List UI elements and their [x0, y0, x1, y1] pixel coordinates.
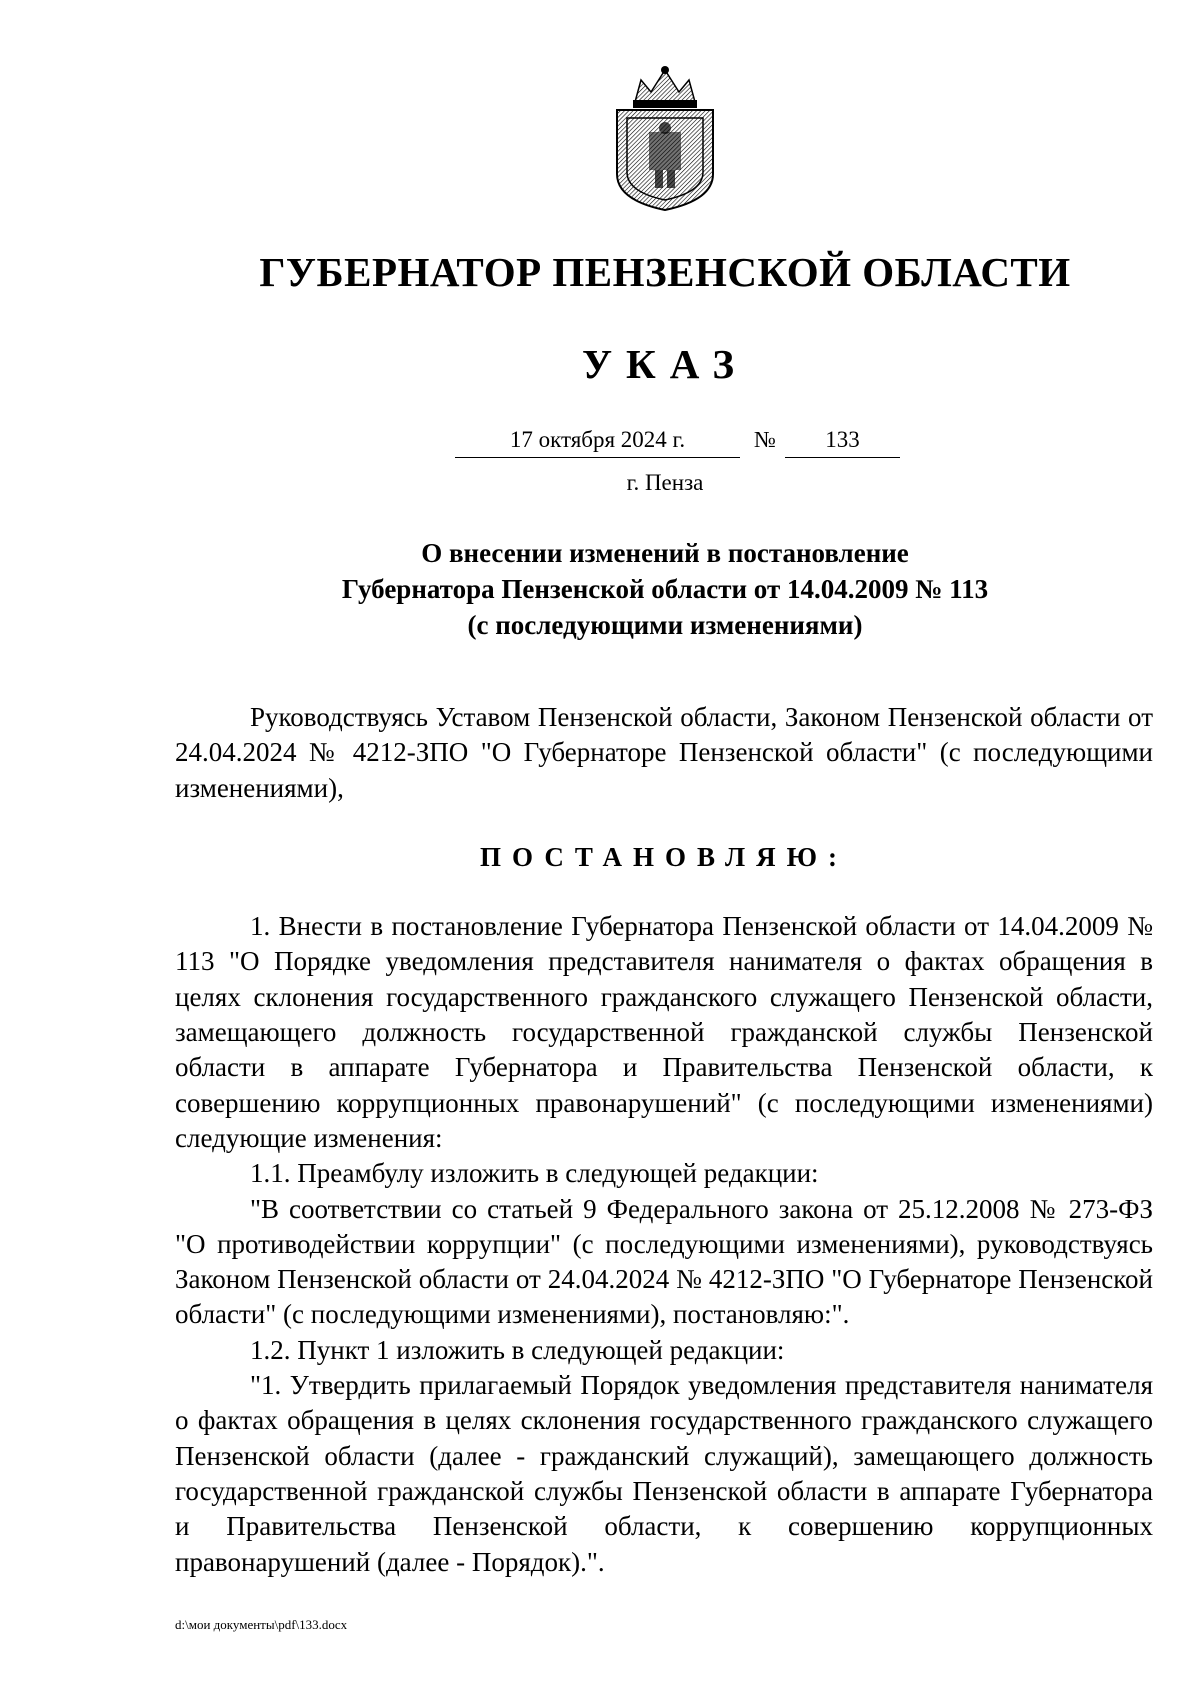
footer-file-path: d:\мои документы\pdf\133.docx — [175, 1617, 348, 1632]
subject-line-2: Губернатора Пензенской области от 14.04.2009 № 113 — [341, 574, 989, 604]
paragraph-1-2-text: "1. Утвердить прилагаемый Порядок уведомления представителя нанимателя о фактах обращения в целях склонения государственного гражданского служащего Пензенской области (далее - гражданский служащий), замещающего должность государственной гражданской службы Пензенской области в аппарате Губернатора и Правительства Пензенской области, к совершению коррупционных правонарушений (далее - Порядок).". — [175, 1370, 1153, 1577]
preamble-paragraph: Руководствуясь Уставом Пензенской области, Законом Пензенской области от 24.04.2024 № 4212-ЗПО "О Губернаторе Пензенской области" (с последующими изменениями), — [175, 702, 1153, 803]
paragraph-1: 1. Внести в постановление Губернатора Пензенской области от 14.04.2009 № 113 "О Порядке уведомления представителя нанимателя о фактах обращения в целях склонения государственного гражданского служащего Пензенской области, замещающего должность государственной гражданской службы Пензенской области в аппарате Губернатора и Правительства Пензенской области, к совершению коррупционных правонарушений" (с последующими изменениями) следующие изменения: — [175, 911, 1153, 1153]
document-subject — [0, 535, 1200, 643]
subject-line-1: О внесении изменений в постановление — [421, 538, 909, 568]
paragraph-1-2: 1.2. Пункт 1 изложить в следующей редакции: — [250, 1334, 785, 1365]
subject-line-3: (с последующими изменениями) — [467, 610, 863, 640]
document-city: г. Пенза — [626, 470, 704, 495]
document-type: УКАЗ — [581, 341, 749, 387]
paragraph-1-1: 1.1. Преамбулу изложить в следующей редакции: — [250, 1158, 819, 1189]
decree-heading: ПОСТАНОВЛЯЮ: — [480, 841, 848, 872]
coat-of-arms-emblem-icon — [605, 62, 725, 212]
document-number: 133 — [785, 425, 900, 458]
org-title: ГУБЕРНАТОР ПЕНЗЕНСКОЙ ОБЛАСТИ — [259, 249, 1071, 295]
document-body — [175, 700, 1153, 1580]
number-sign: № — [754, 427, 776, 452]
document-date: 17 октября 2024 г. — [455, 425, 740, 458]
paragraph-1-1-text: "В соответствии со статьей 9 Федерального закона от 25.12.2008 № 273-ФЗ "О противодействии коррупции" (с последующими изменениями), руководствуясь Законом Пензенской области от 24.04.2024 № 4212-ЗПО "О Губернаторе Пензенской области" (с последующими изменениями), постановляю:". — [175, 1193, 1153, 1330]
